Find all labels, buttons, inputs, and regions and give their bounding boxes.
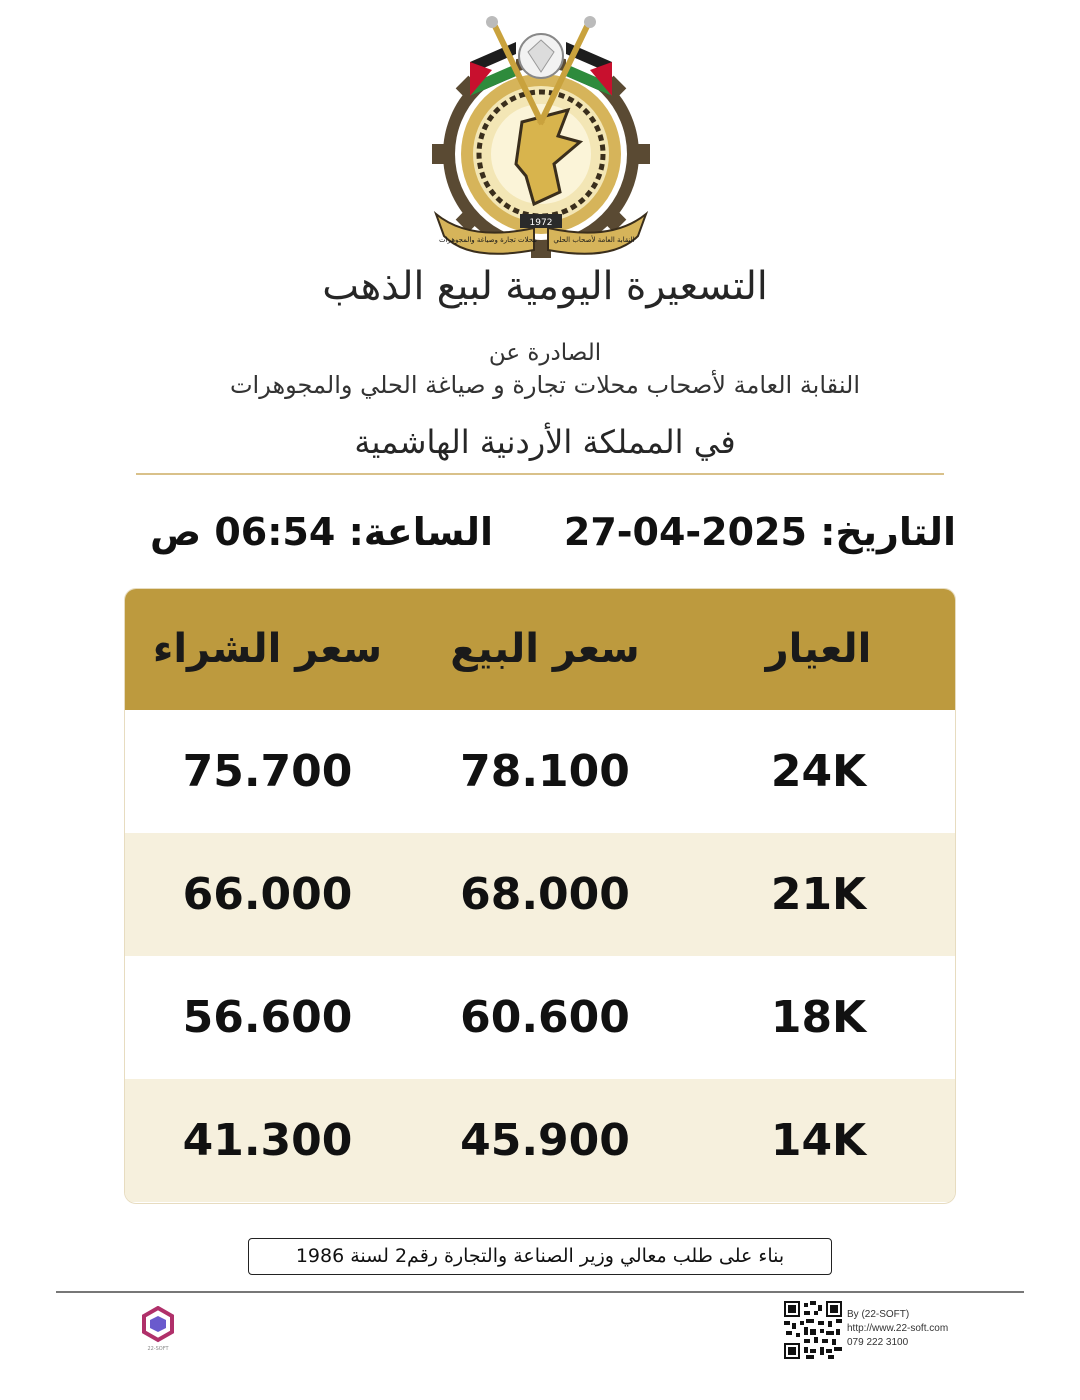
union-name: النقابة العامة لأصحاب محلات تجارة و صياغة الحلي والمجوهرات <box>229 371 861 399</box>
sell-price: 68.000 <box>460 869 630 920</box>
buy-price: 66.000 <box>182 869 353 920</box>
date-label: التاريخ: <box>820 510 956 554</box>
sell-price: 60.600 <box>460 992 630 1043</box>
buy-price: 75.700 <box>182 746 353 797</box>
table-row <box>125 710 956 833</box>
ministry-note: بناء على طلب معالي وزير الصناعة والتجارة رقم2 لسنة 1986 <box>248 1238 832 1275</box>
logo-ribbon-right: النقابة العامة لأصحاب الحلي <box>553 236 635 244</box>
logo-year: 1972 <box>529 218 553 228</box>
karat: 18K <box>770 992 867 1043</box>
karat: 24K <box>770 746 867 797</box>
page-title: التسعيرة اليومية لبيع الذهب <box>322 264 768 309</box>
time-label: الساعة: <box>348 510 493 554</box>
sell-price: 45.900 <box>460 1115 630 1166</box>
credit-url[interactable]: http://www.22-soft.com <box>847 1323 949 1334</box>
sell-price: 78.100 <box>460 746 630 797</box>
buy-price: 56.600 <box>182 992 353 1043</box>
header-karat: العيار <box>765 626 872 672</box>
table-header <box>125 589 956 710</box>
karat: 21K <box>770 869 867 920</box>
credit-phone: 079 222 3100 <box>847 1337 909 1348</box>
credits <box>847 1308 948 1350</box>
qr-code-icon <box>784 1301 842 1359</box>
small-logo-caption: 22-SOFT <box>147 1346 169 1352</box>
credit-by: By (22-SOFT) <box>847 1309 910 1320</box>
table-row <box>125 1079 956 1202</box>
date-value: 27-04-2025 <box>563 510 807 554</box>
time-value: 06:54 <box>214 510 336 554</box>
table-row <box>125 956 956 1079</box>
buy-price: 41.300 <box>182 1115 353 1166</box>
table-row <box>125 833 956 956</box>
issued-by-label: الصادرة عن <box>488 340 602 366</box>
syndicate-emblem-icon <box>430 14 652 259</box>
22-soft-logo-icon <box>140 1306 176 1352</box>
header-buy-price: سعر الشراء <box>152 626 383 672</box>
date-line <box>564 504 956 560</box>
header-sell-price: سعر البيع <box>450 626 640 672</box>
header-divider <box>136 473 944 475</box>
karat: 14K <box>770 1115 867 1166</box>
logo-ribbon-left: محلات تجارة وصياغة والمجوهرات <box>438 236 538 244</box>
kingdom-name: في المملكة الأردنية الهاشمية <box>354 423 736 461</box>
footer-divider <box>56 1291 1024 1293</box>
gold-price-table <box>124 588 956 1204</box>
time-line <box>150 504 493 560</box>
time-suffix: ص <box>150 510 202 554</box>
